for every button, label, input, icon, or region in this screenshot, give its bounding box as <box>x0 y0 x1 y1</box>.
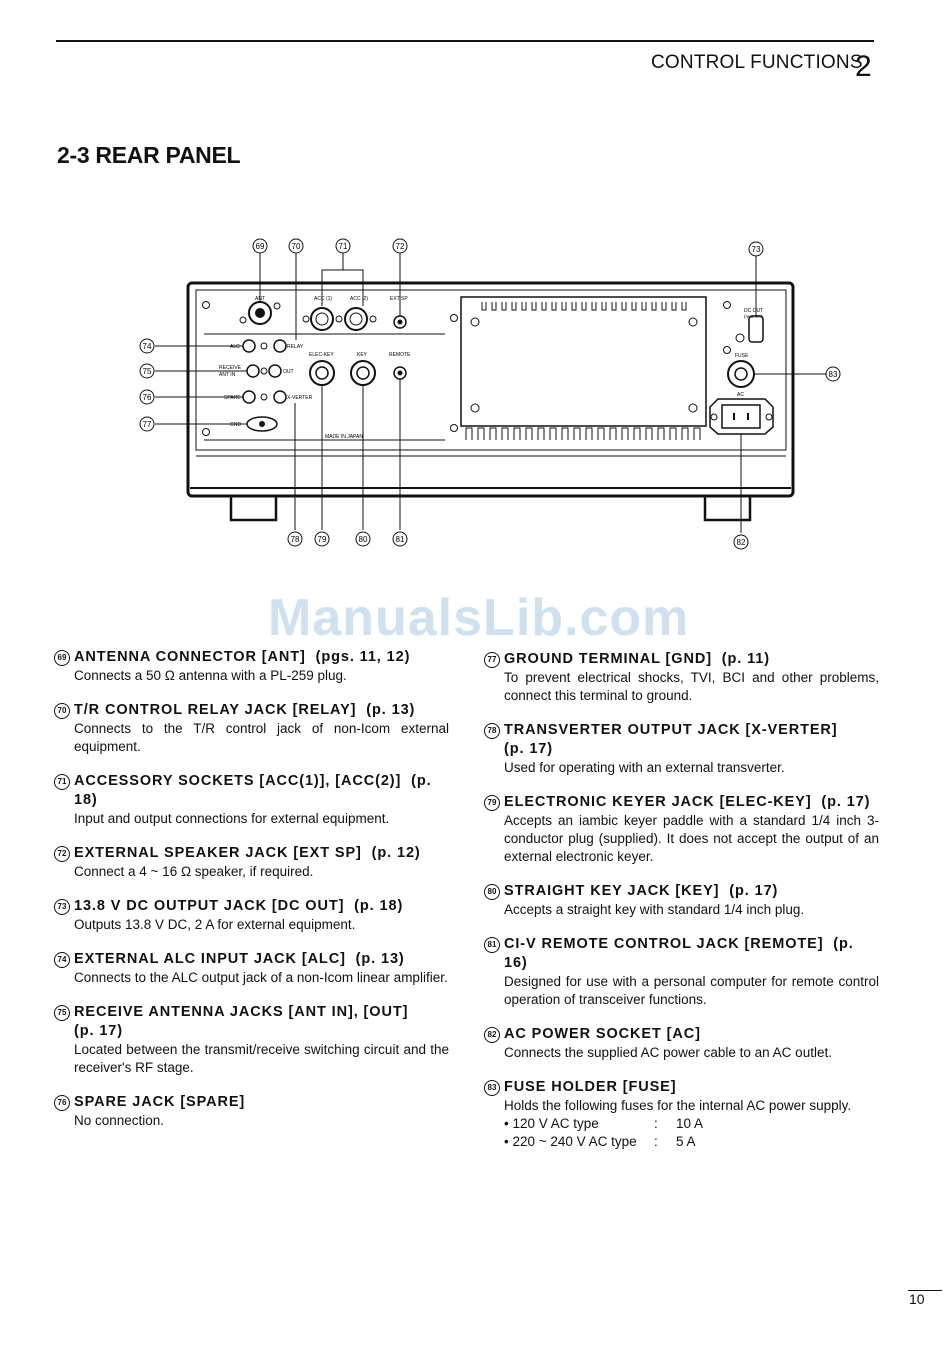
item-number: 83 <box>484 1080 500 1096</box>
item-description: Located between the transmit/receive switching circuit and the receiver's RF stage. <box>74 1042 449 1075</box>
fuse-value: 10 A <box>676 1116 704 1131</box>
list-item <box>54 950 449 987</box>
list-item <box>484 721 879 777</box>
item-description: No connection. <box>74 1113 165 1128</box>
panel-label-ext-sp: EXT SP <box>390 296 408 302</box>
item-number: 81 <box>484 937 500 953</box>
callout-72-label: 72 <box>395 242 405 251</box>
callout-81-label: 81 <box>395 535 405 544</box>
callout-78-label: 78 <box>290 535 300 544</box>
item-title: 82 AC POWER SOCKET [AC] <box>484 1025 879 1044</box>
page-number: 10 <box>909 1291 925 1307</box>
fuse-type: • 220 ~ 240 V AC type <box>504 1134 637 1149</box>
panel-label-spare: SPARE <box>224 395 241 401</box>
panel-label-ac: AC <box>737 392 744 398</box>
list-item <box>484 793 879 866</box>
item-number: 74 <box>54 952 70 968</box>
item-description: Holds the following fuses for the internal AC power supply. <box>504 1098 852 1113</box>
panel-label-elec-key: ELEC-KEY <box>309 352 334 358</box>
callout-71-label: 71 <box>338 242 348 251</box>
item-number: 69 <box>54 650 70 666</box>
right-column <box>484 650 879 1167</box>
item-title: 77 GROUND TERMINAL [GND] (p. 11) <box>484 650 879 669</box>
list-item <box>54 772 449 828</box>
fuse-separator: : <box>654 1116 658 1131</box>
panel-label-acc2: ACC (2) <box>350 296 369 302</box>
item-title: 74 EXTERNAL ALC INPUT JACK [ALC] (p. 13) <box>54 950 449 969</box>
list-item <box>54 1003 449 1077</box>
list-item <box>484 1078 879 1151</box>
watermark: ManualsLib.com <box>268 589 690 647</box>
item-number: 77 <box>484 652 500 668</box>
section-title: 2-3 REAR PANEL <box>57 142 241 168</box>
panel-label-dc-out: DC OUT <box>744 308 764 314</box>
panel-label-made-in: MADE IN JAPAN <box>325 434 363 440</box>
item-title: 76 SPARE JACK [SPARE] <box>54 1093 449 1112</box>
panel-label-fuse: FUSE <box>735 353 749 359</box>
fuse-value: 5 A <box>676 1134 696 1149</box>
panel-label-out: OUT <box>283 369 294 375</box>
panel-label-ant: ANT <box>255 296 265 302</box>
fuse-row <box>484 1133 879 1151</box>
list-item <box>484 650 879 705</box>
item-description: Used for operating with an external transverter. <box>504 760 785 775</box>
fuse-separator: : <box>654 1134 658 1149</box>
item-title: 81 CI-V REMOTE CONTROL JACK [REMOTE] (p. 16) <box>484 935 879 973</box>
rear-panel-diagram <box>0 0 950 600</box>
item-title: 83 FUSE HOLDER [FUSE] <box>484 1078 879 1097</box>
left-column <box>54 648 449 1146</box>
callout-82-label: 82 <box>736 538 746 547</box>
item-title: 69 ANTENNA CONNECTOR [ANT] (pgs. 11, 12) <box>54 648 449 667</box>
item-number: 79 <box>484 795 500 811</box>
panel-label-relay: RELAY <box>287 344 304 350</box>
panel-label-alc: ALC <box>230 344 240 350</box>
chapter-number: 2 <box>855 50 872 83</box>
fuse-type: • 120 V AC type <box>504 1116 599 1131</box>
fuse-row <box>484 1115 879 1133</box>
item-description: Connects the supplied AC power cable to an AC outlet. <box>504 1045 832 1060</box>
panel-label-receive: RECEIVE <box>219 365 241 371</box>
list-item <box>54 1093 449 1130</box>
item-title: 72 EXTERNAL SPEAKER JACK [EXT SP] (p. 12) <box>54 844 449 863</box>
item-number: 82 <box>484 1027 500 1043</box>
item-number: 71 <box>54 774 70 790</box>
item-description: Accepts a straight key with standard 1/4 inch plug. <box>504 902 805 917</box>
item-description: Connect a 4 ~ 16 Ω speaker, if required. <box>74 864 314 879</box>
callout-76-label: 76 <box>142 393 152 402</box>
item-description: Input and output connections for external equipment. <box>74 811 390 826</box>
panel-label-remote: REMOTE <box>389 352 411 358</box>
item-title: 75 RECEIVE ANTENNA JACKS [ANT IN], [OUT] (p. 17) <box>54 1003 449 1041</box>
callout-79-label: 79 <box>317 535 327 544</box>
callouts-bottom <box>288 532 748 549</box>
left-foot <box>231 496 276 520</box>
list-item <box>54 844 449 881</box>
item-number: 80 <box>484 884 500 900</box>
callout-75-label: 75 <box>142 367 152 376</box>
panel-label-ant-in: ANT IN <box>219 372 236 378</box>
item-description: To prevent electrical shocks, TVI, BCI and other problems, connect this terminal to ground. <box>504 670 879 703</box>
item-title: 71 ACCESSORY SOCKETS [ACC(1)], [ACC(2)] (p. 18) <box>54 772 449 810</box>
item-title: 79 ELECTRONIC KEYER JACK [ELEC-KEY] (p. 17) <box>484 793 879 812</box>
panel-label-key: KEY <box>357 352 368 358</box>
list-item <box>484 882 879 919</box>
item-title: 73 13.8 V DC OUTPUT JACK [DC OUT] (p. 18) <box>54 897 449 916</box>
chassis-outline <box>188 283 793 496</box>
item-description: Accepts an iambic keyer paddle with a standard 1/4 inch 3-conductor plug (supplied). It does not accept the output of an external electronic keyer. <box>504 813 879 864</box>
item-description: Connects to the ALC output jack of a non-Icom linear amplifier. <box>74 970 448 985</box>
callout-74-label: 74 <box>142 342 152 351</box>
callouts-left <box>140 339 154 431</box>
list-item <box>484 1025 879 1062</box>
list-item <box>54 897 449 934</box>
callouts-top <box>253 239 763 256</box>
list-item <box>54 701 449 756</box>
list-item <box>484 935 879 1009</box>
callout-83-label: 83 <box>828 370 838 379</box>
item-description: Designed for use with a personal computer for remote control operation of transceiver functions. <box>504 974 879 1007</box>
item-title: 70 T/R CONTROL RELAY JACK [RELAY] (p. 13) <box>54 701 449 720</box>
callout-77-label: 77 <box>142 420 152 429</box>
item-number: 70 <box>54 703 70 719</box>
item-description: Connects a 50 Ω antenna with a PL-259 plug. <box>74 668 347 683</box>
panel-label-gnd: GND <box>230 422 242 428</box>
panel-label-acc1: ACC (1) <box>314 296 333 302</box>
list-item <box>54 648 449 685</box>
item-description: Connects to the T/R control jack of non-Icom external equipment. <box>74 721 449 754</box>
callout-70-label: 70 <box>291 242 301 251</box>
right-foot <box>705 496 750 520</box>
callout-80-label: 80 <box>358 535 368 544</box>
panel-label-dc-out-rating: (max 2A) <box>744 314 763 319</box>
item-title: 78 TRANSVERTER OUTPUT JACK [X-VERTER] (p. 17) <box>484 721 879 759</box>
item-number: 73 <box>54 899 70 915</box>
callout-73-label: 73 <box>751 245 761 254</box>
item-number: 76 <box>54 1095 70 1111</box>
item-number: 72 <box>54 846 70 862</box>
running-header-title: CONTROL FUNCTIONS <box>651 52 863 73</box>
item-description: Outputs 13.8 V DC, 2 A for external equipment. <box>74 917 356 932</box>
item-title: 80 STRAIGHT KEY JACK [KEY] (p. 17) <box>484 882 879 901</box>
callout-69-label: 69 <box>255 242 265 251</box>
panel-label-x-verter: X-VERTER <box>287 395 313 401</box>
item-number: 78 <box>484 723 500 739</box>
item-number: 75 <box>54 1005 70 1021</box>
